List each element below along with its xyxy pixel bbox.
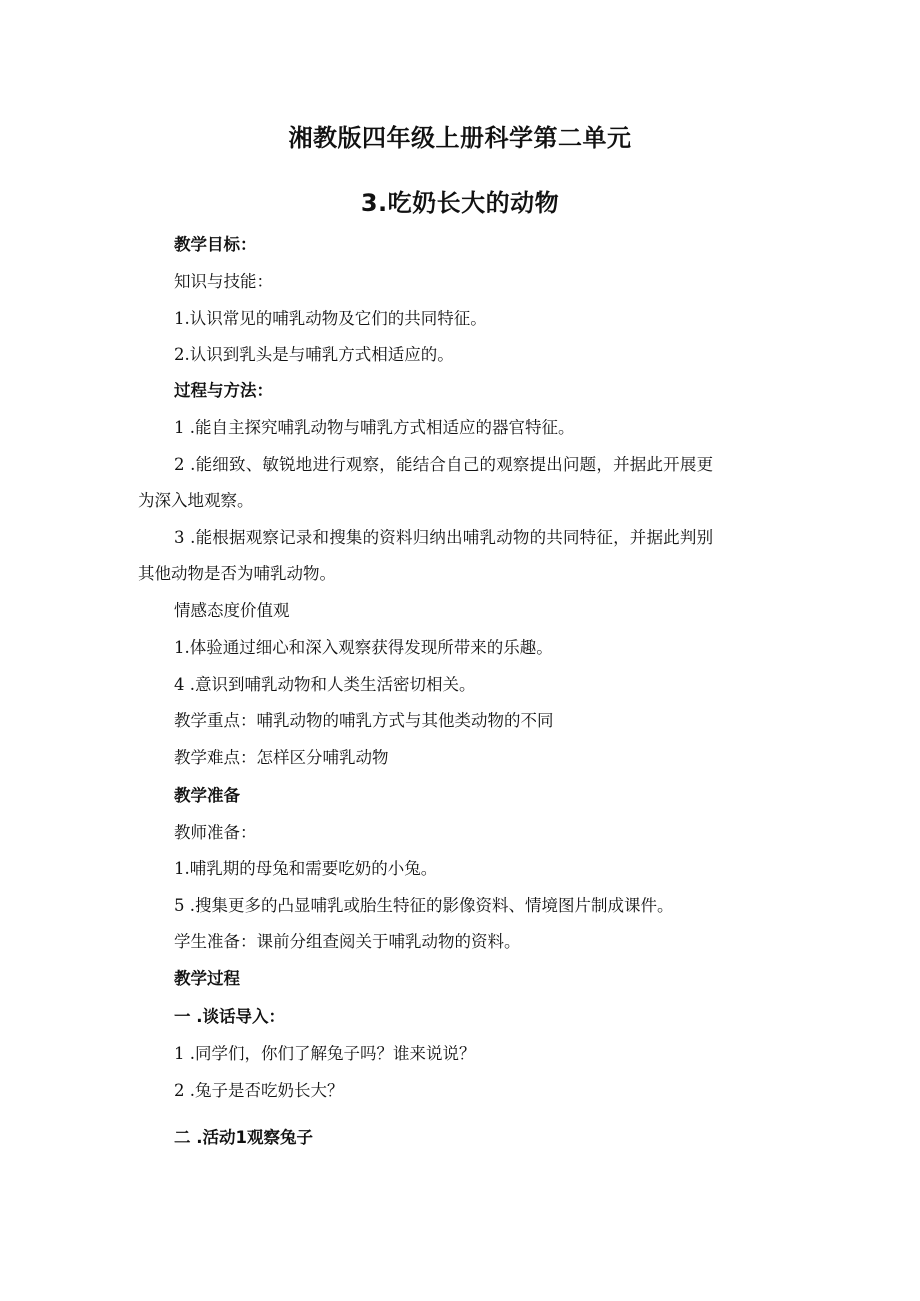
paragraph: 1.哺乳期的母兔和需要吃奶的小兔。 [174, 859, 438, 878]
paragraph: 2.认识到乳头是与哺乳方式相适应的。 [174, 345, 454, 364]
subheading-attitude-values: 情感态度价值观 [174, 601, 290, 620]
heading-teaching-goals: 教学目标： [174, 235, 257, 254]
document-title: 湘教版四年级上册科学第二单元 [288, 124, 632, 152]
subheading-teacher-preparation: 教师准备： [174, 823, 257, 842]
subheading-knowledge-skills: 知识与技能： [174, 272, 273, 291]
paragraph: 3 .能根据观察记录和搜集的资料归纳出哺乳动物的共同特征，并据此判别 [174, 528, 714, 547]
heading-teaching-preparation: 教学准备 [174, 786, 240, 805]
paragraph: 5 .搜集更多的凸显哺乳或胎生特征的影像资料、情境图片制成课件。 [174, 896, 674, 915]
section-heading-introduction: 一 .谈话导入： [174, 1007, 286, 1026]
paragraph: 2 .能细致、敏锐地进行观察，能结合自己的观察提出问题，并据此开展更 [174, 455, 714, 474]
paragraph: 2 .兔子是否吃奶长大？ [174, 1081, 344, 1100]
paragraph: 4 .意识到哺乳动物和人类生活密切相关。 [174, 675, 476, 694]
lesson-title: 3.吃奶长大的动物 [360, 189, 560, 217]
paragraph: 1 .能自主探究哺乳动物与哺乳方式相适应的器官特征。 [174, 418, 575, 437]
heading-teaching-process: 教学过程 [174, 969, 240, 988]
student-preparation: 学生准备：课前分组查阅关于哺乳动物的资料。 [174, 932, 521, 951]
teaching-focus: 教学重点：哺乳动物的哺乳方式与其他类动物的不同 [174, 711, 554, 730]
paragraph: 1.体验通过细心和深入观察获得发现所带来的乐趣。 [174, 638, 553, 657]
paragraph-continuation: 为深入地观察。 [138, 491, 254, 510]
paragraph-continuation: 其他动物是否为哺乳动物。 [138, 564, 336, 583]
heading-process-methods: 过程与方法： [174, 381, 273, 400]
section-heading-activity-1: 二 .活动1观察兔子 [174, 1128, 313, 1147]
teaching-difficulty: 教学难点：怎样区分哺乳动物 [174, 748, 389, 767]
paragraph: 1 .同学们，你们了解兔子吗？谁来说说？ [174, 1044, 476, 1063]
paragraph: 1.认识常见的哺乳动物及它们的共同特征。 [174, 309, 487, 328]
